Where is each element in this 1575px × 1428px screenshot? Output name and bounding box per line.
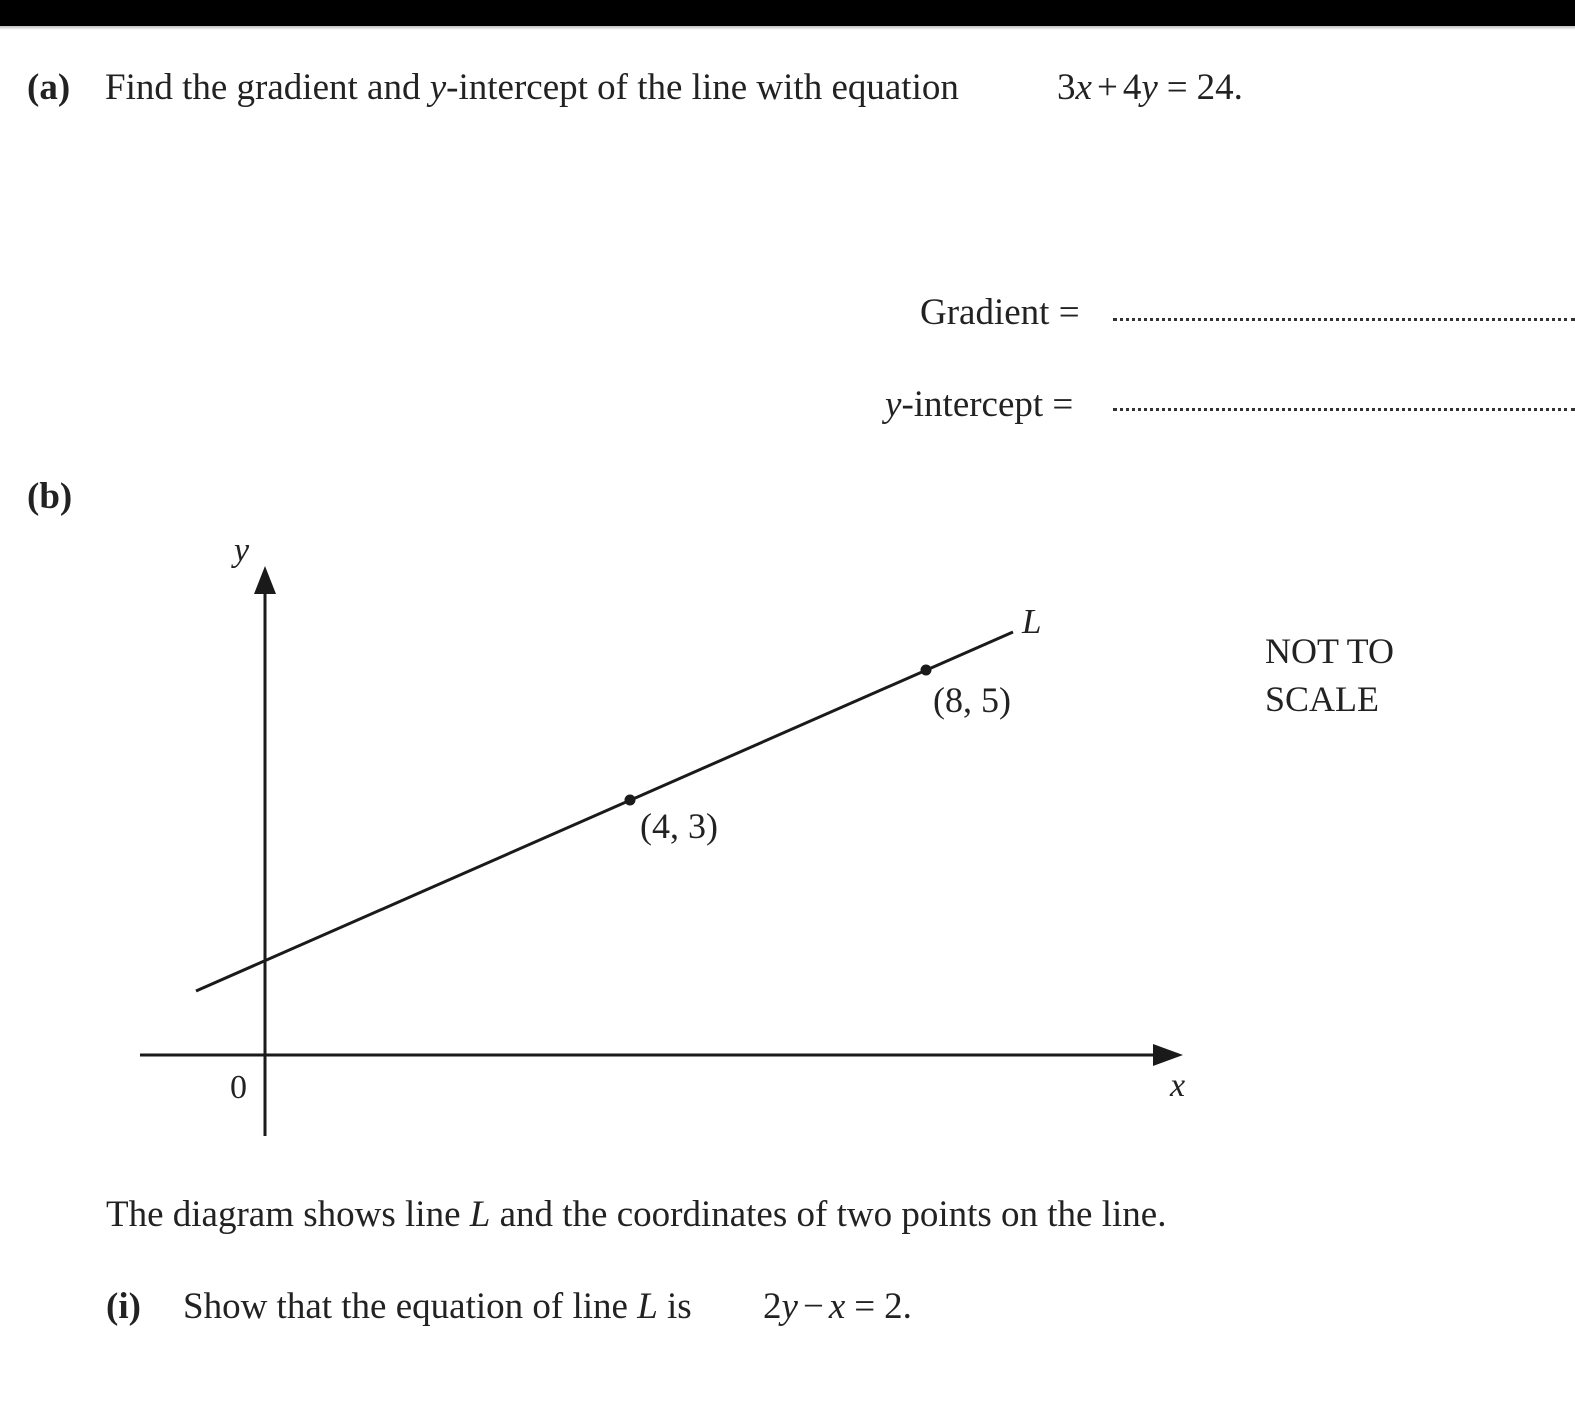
- intercept-label-text: -intercept =: [901, 384, 1074, 425]
- eq-v1: x: [1075, 67, 1092, 108]
- x-axis-label: x: [1170, 1067, 1186, 1104]
- gradient-label: Gradient =: [920, 292, 1080, 333]
- x-axis-arrow-icon: [1153, 1044, 1183, 1066]
- description-var: L: [469, 1194, 491, 1235]
- sub-eq-equals: =: [854, 1286, 876, 1327]
- sub-eq-rhs: 2: [884, 1286, 903, 1327]
- point1-label: (4, 3): [640, 806, 718, 846]
- origin-label: 0: [230, 1069, 247, 1106]
- sub-eq-minus: −: [802, 1286, 824, 1327]
- eq-c1: 3: [1057, 67, 1076, 108]
- sub-eq-end: .: [902, 1286, 912, 1327]
- y-axis-label: y: [234, 532, 250, 569]
- point-4-3: [625, 795, 636, 806]
- eq-c2: 4: [1122, 67, 1142, 108]
- diagram-description: [106, 1196, 1166, 1233]
- description-start: The diagram shows line: [106, 1194, 461, 1235]
- line-l: [196, 632, 1013, 991]
- sub-eq-v2: x: [828, 1286, 846, 1327]
- part-b-label: (b): [27, 476, 73, 517]
- y-axis-arrow-icon: [254, 566, 276, 594]
- sub-i-equation: [763, 1288, 912, 1325]
- point2-label: (8, 5): [933, 680, 1011, 720]
- sub-i-var: L: [637, 1286, 658, 1327]
- line-label-l: L: [1022, 602, 1042, 641]
- sub-i-is: is: [667, 1286, 692, 1327]
- sub-eq-c1: 2: [763, 1286, 782, 1327]
- sub-i-text-start: Show that the equation of line: [183, 1286, 628, 1327]
- point-8-5: [921, 665, 932, 676]
- eq-equals: =: [1166, 67, 1188, 108]
- scale-note-line2: SCALE: [1265, 679, 1380, 719]
- intercept-y-var: y: [885, 384, 902, 425]
- question-y-var: y: [429, 67, 447, 108]
- sub-eq-v1: y: [781, 1286, 798, 1327]
- eq-rhs: 24: [1196, 67, 1234, 108]
- question-text: Find the gradient and: [105, 67, 421, 108]
- sub-i-text: [183, 1288, 692, 1325]
- question-text-rest: -intercept of the line with equation: [446, 67, 959, 108]
- scale-note-line1: NOT TO: [1265, 631, 1395, 671]
- sub-i-label: (i): [106, 1286, 141, 1327]
- part-a-label: (a): [27, 67, 71, 108]
- description-end: and the coordinates of two points on the line.: [499, 1194, 1167, 1235]
- eq-v2: y: [1141, 67, 1158, 108]
- eq-end: .: [1233, 67, 1243, 108]
- eq-plus: +: [1096, 67, 1118, 108]
